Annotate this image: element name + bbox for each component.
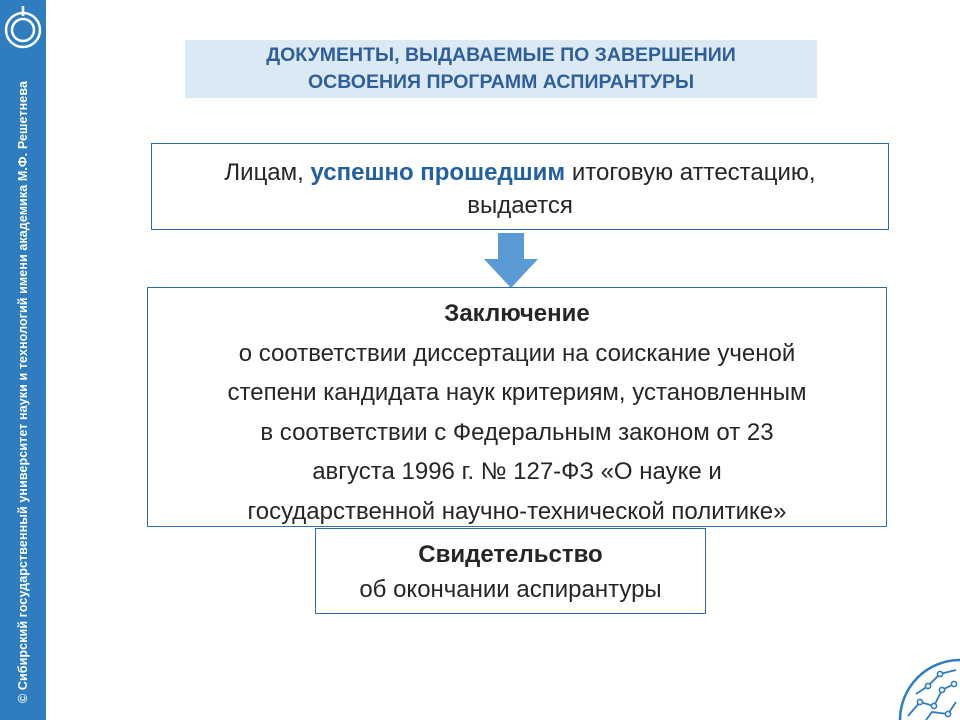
page-title-line-1: ДОКУМЕНТЫ, ВЫДАВАЕМЫЕ ПО ЗАВЕРШЕНИИ (266, 44, 736, 66)
page-title-line-2: ОСВОЕНИЯ ПРОГРАММ АСПИРАНТУРЫ (307, 71, 695, 93)
eligibility-highlight: успешно прошедшим (310, 159, 566, 186)
eligibility-box (151, 143, 889, 230)
conclusion-box (147, 287, 887, 527)
sidebar-copyright-text: © Сибирский государственный университет науки и технологий имени академика М.Ф. Решетнева (16, 80, 30, 704)
arrow-down-icon (482, 233, 540, 289)
conclusion-line-2: степени кандидата наук критериям, установленным (227, 379, 807, 406)
certificate-heading: Свидетельство (418, 541, 603, 568)
eligibility-suffix: итоговую аттестацию, (565, 159, 816, 186)
conclusion-heading: Заключение (444, 300, 590, 327)
conclusion-line-1: о соответствии диссертации на соискание ученой (238, 339, 796, 367)
page-title (185, 40, 817, 98)
eligibility-line-1 (152, 156, 888, 189)
certificate-box (315, 528, 706, 614)
university-logo-icon (1, 2, 45, 62)
certificate-line: об окончании аспирантуры (359, 576, 662, 603)
sidebar (0, 0, 46, 720)
conclusion-line-5: государственной научно-технической политике» (247, 497, 787, 525)
conclusion-line-4: августа 1996 г. № 127-ФЗ «О науке и (312, 458, 722, 485)
globe-network-icon (896, 656, 960, 720)
eligibility-prefix: Лицам, (224, 159, 311, 186)
eligibility-line-2: выдается (467, 192, 573, 219)
conclusion-line-3: в соответствии с Федеральным законом от 23 (260, 418, 774, 446)
